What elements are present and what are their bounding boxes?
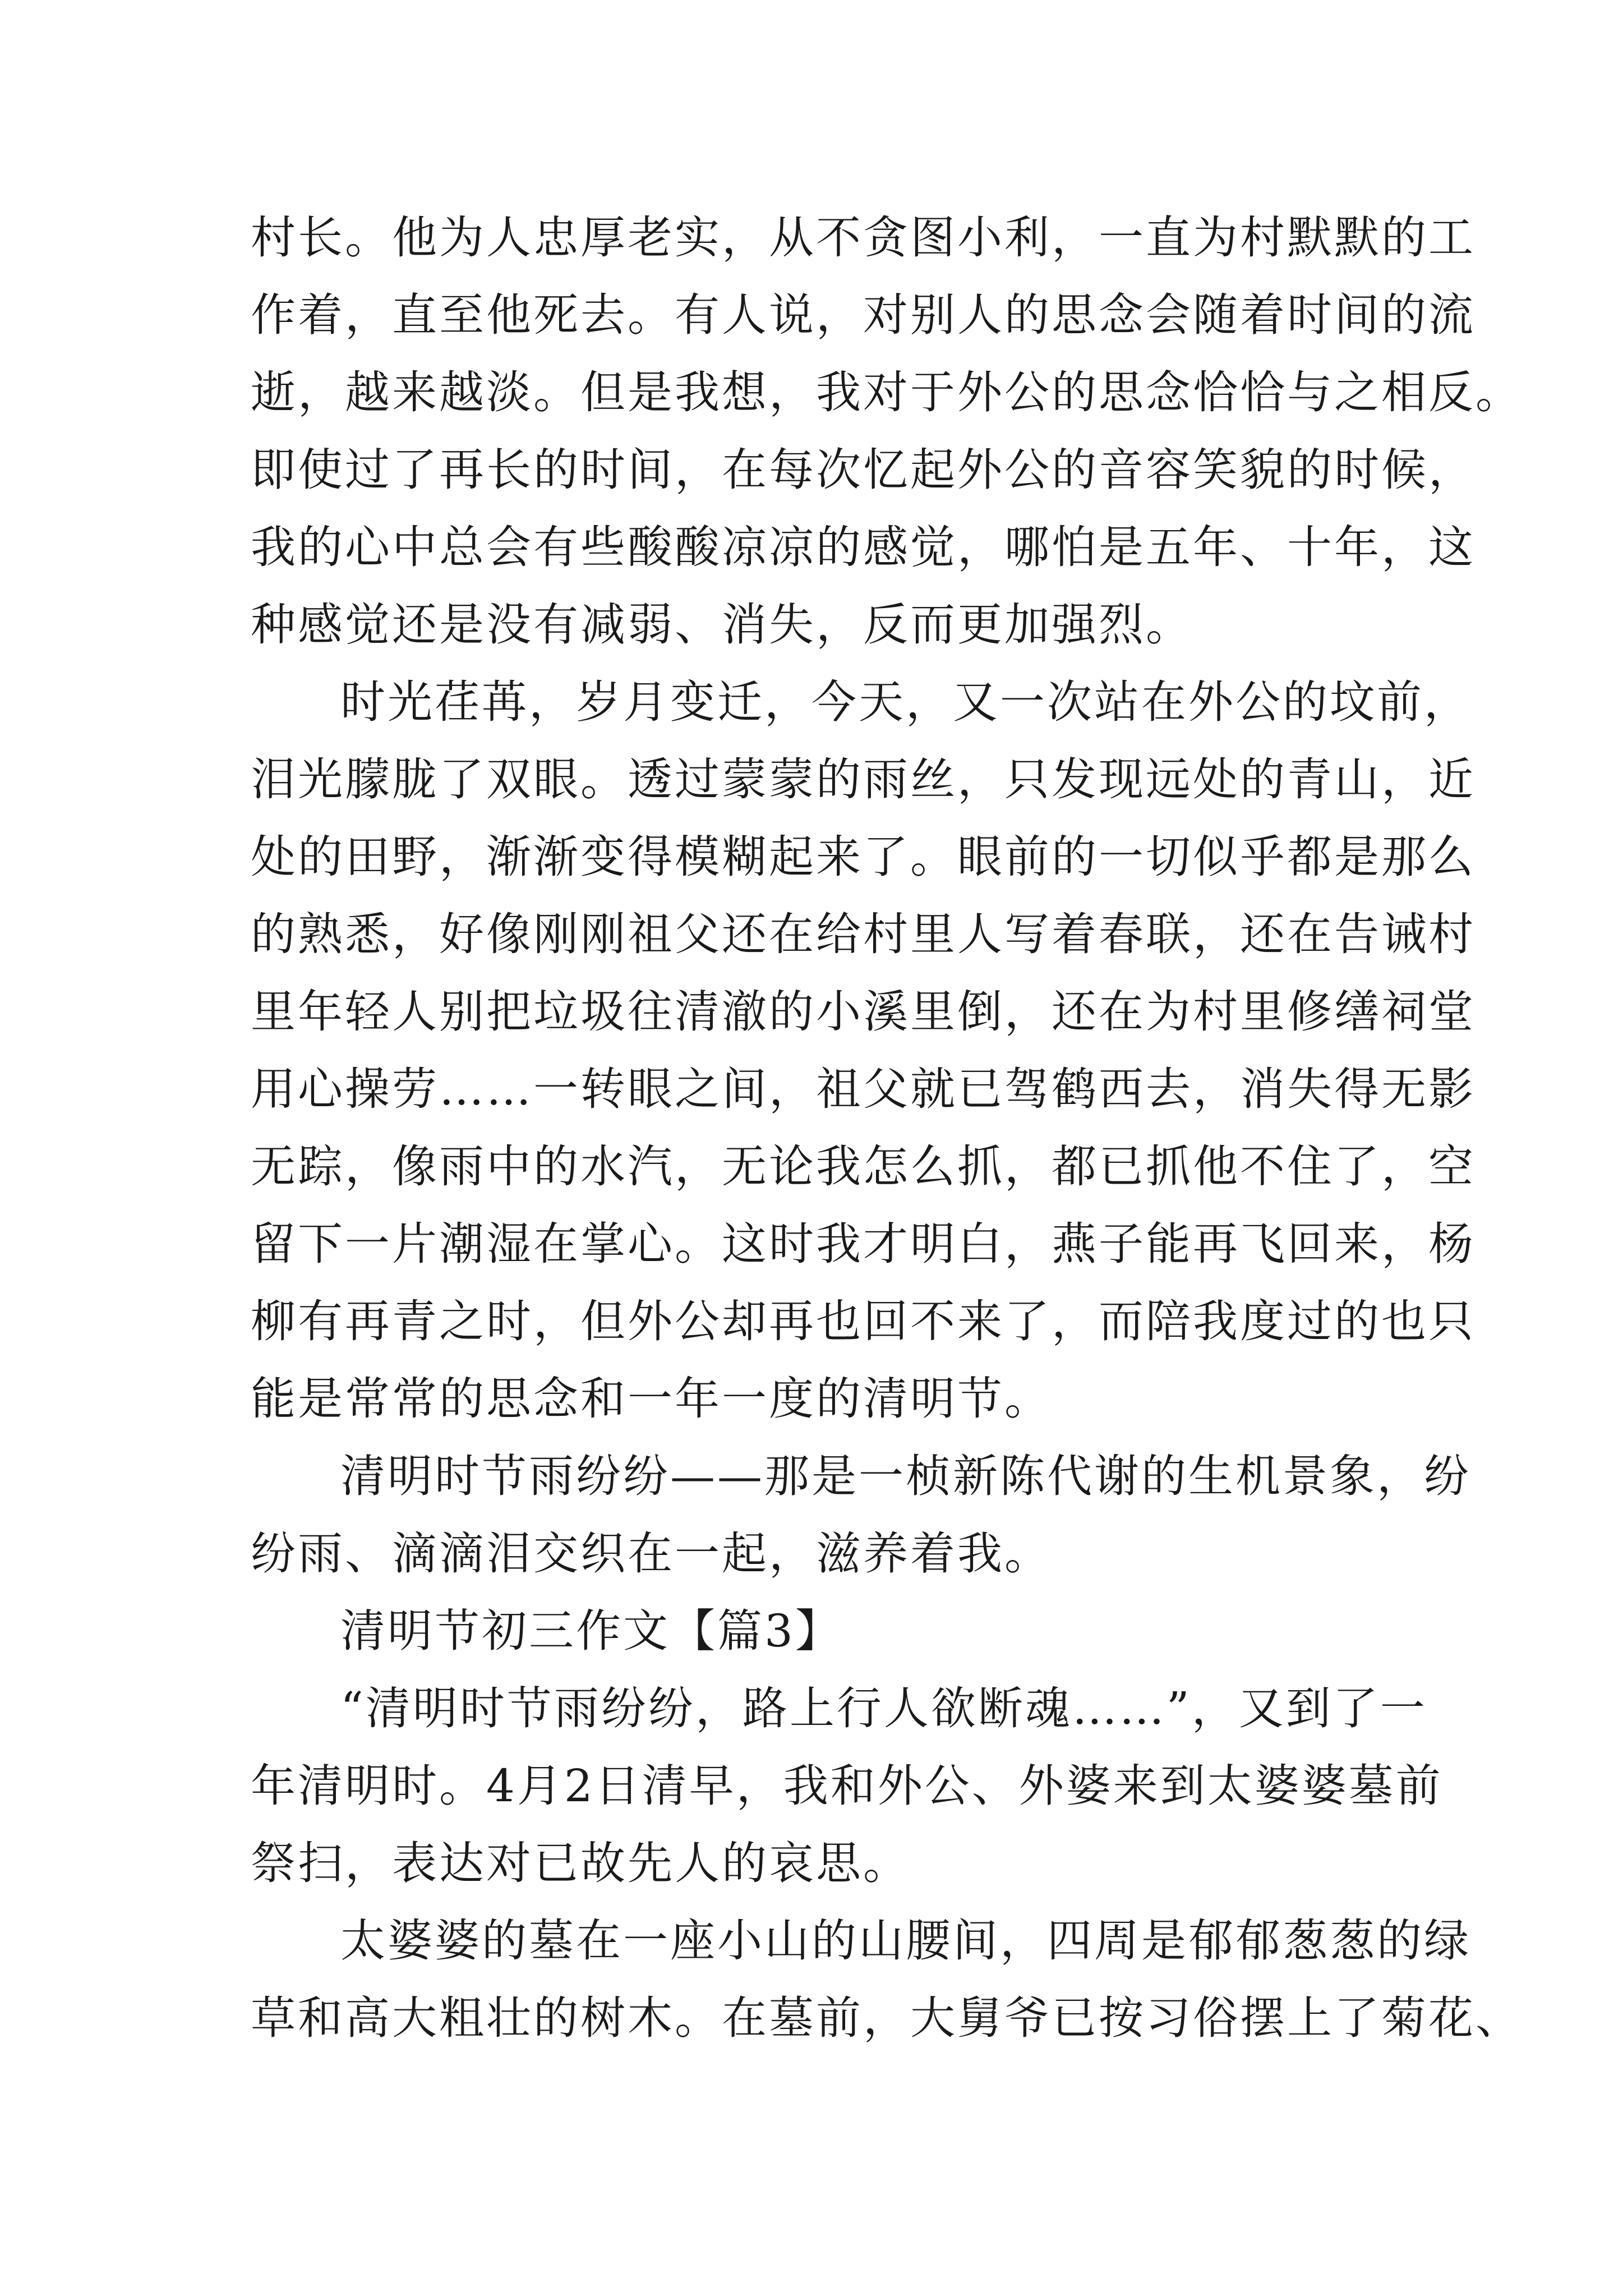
text-line — [251, 509, 1476, 586]
text-line — [251, 741, 1476, 818]
text-line — [251, 1515, 1378, 1593]
text-line — [251, 1593, 1378, 1670]
text-line-content: 作着，直至他死去。有人说，对别人的思念会随着时间的流 — [251, 289, 1476, 341]
text-line — [251, 1128, 1476, 1205]
text-line-content: 草和高大粗壮的树木。在墓前，大舅爷已按习俗摆上了菊花、 — [251, 1992, 1523, 2044]
text-line — [251, 1438, 1471, 1515]
text-line-content: “清明时节雨纷纷，路上行人欲断魂……”，又到了一 — [340, 1682, 1427, 1734]
text-line-content: 的熟悉，好像刚刚祖父还在给村里人写着春联，还在告诫村 — [251, 908, 1476, 960]
text-line — [251, 973, 1476, 1051]
text-line-content: 留下一片潮湿在掌心。这时我才明白，燕子能再飞回来，杨 — [251, 1218, 1476, 1270]
text-line-content: 逝，越来越淡。但是我想，我对于外公的思念恰恰与之相反。 — [251, 366, 1523, 418]
text-line-content: 清明时节雨纷纷——那是一桢新陈代谢的生机景象，纷 — [340, 1450, 1471, 1502]
text-line-content: 纷雨、滴滴泪交织在一起，滋养着我。 — [251, 1527, 1052, 1580]
text-line-content: 清明节初三作文【篇3】 — [340, 1605, 842, 1657]
text-line-content: 年清明时。4月2日清早，我和外公、外婆来到太婆婆墓前 — [251, 1760, 1443, 1812]
text-line — [251, 818, 1476, 896]
text-line — [251, 1980, 1523, 2057]
text-line-content: 村长。他为人忠厚老实，从不贪图小利，一直为村默默的工 — [251, 211, 1476, 264]
text-line — [251, 1902, 1471, 1980]
text-line-content: 即使过了再长的时间，在每次忆起外公的音容笑貌的时候， — [251, 444, 1476, 496]
text-line-content: 泪光朦胧了双眼。透过蒙蒙的雨丝，只发现远处的青山，近 — [251, 753, 1476, 806]
text-line — [251, 431, 1476, 509]
text-line — [251, 1205, 1476, 1283]
text-line — [251, 1747, 1443, 1825]
text-line — [251, 1051, 1476, 1128]
text-line-content: 祭扫，表达对已故先人的哀思。 — [251, 1837, 910, 1889]
text-line — [251, 1360, 1378, 1438]
text-line — [251, 586, 1378, 664]
text-line-content: 种感觉还是没有减弱、消失，反而更加强烈。 — [251, 599, 1193, 651]
text-line — [251, 896, 1476, 973]
text-line — [251, 1825, 1378, 1902]
text-line — [251, 1670, 1427, 1747]
text-line-content: 里年轻人别把垃圾往清澈的小溪里倒，还在为村里修缮祠堂 — [251, 986, 1476, 1038]
document-body — [251, 199, 1523, 2057]
text-line-content: 处的田野，渐渐变得模糊起来了。眼前的一切似乎都是那么 — [251, 831, 1476, 883]
text-line — [251, 1283, 1476, 1360]
text-line-content: 时光荏苒，岁月变迁，今天，又一次站在外公的坟前， — [340, 676, 1471, 728]
text-line-content: 能是常常的思念和一年一度的清明节。 — [251, 1373, 1052, 1425]
text-line — [251, 664, 1471, 741]
text-line — [251, 199, 1476, 277]
text-line — [251, 277, 1476, 354]
text-line-content: 用心操劳……一转眼之间，祖父就已驾鹤西去，消失得无影 — [251, 1063, 1476, 1115]
text-line-content: 我的心中总会有些酸酸凉凉的感觉，哪怕是五年、十年，这 — [251, 521, 1476, 573]
text-line-content: 柳有再青之时，但外公却再也回不来了，而陪我度过的也只 — [251, 1295, 1476, 1347]
text-line-content: 太婆婆的墓在一座小山的山腰间，四周是郁郁葱葱的绿 — [340, 1915, 1471, 1967]
text-line — [251, 354, 1523, 431]
text-line-content: 无踪，像雨中的水汽，无论我怎么抓，都已抓他不住了，空 — [251, 1140, 1476, 1193]
